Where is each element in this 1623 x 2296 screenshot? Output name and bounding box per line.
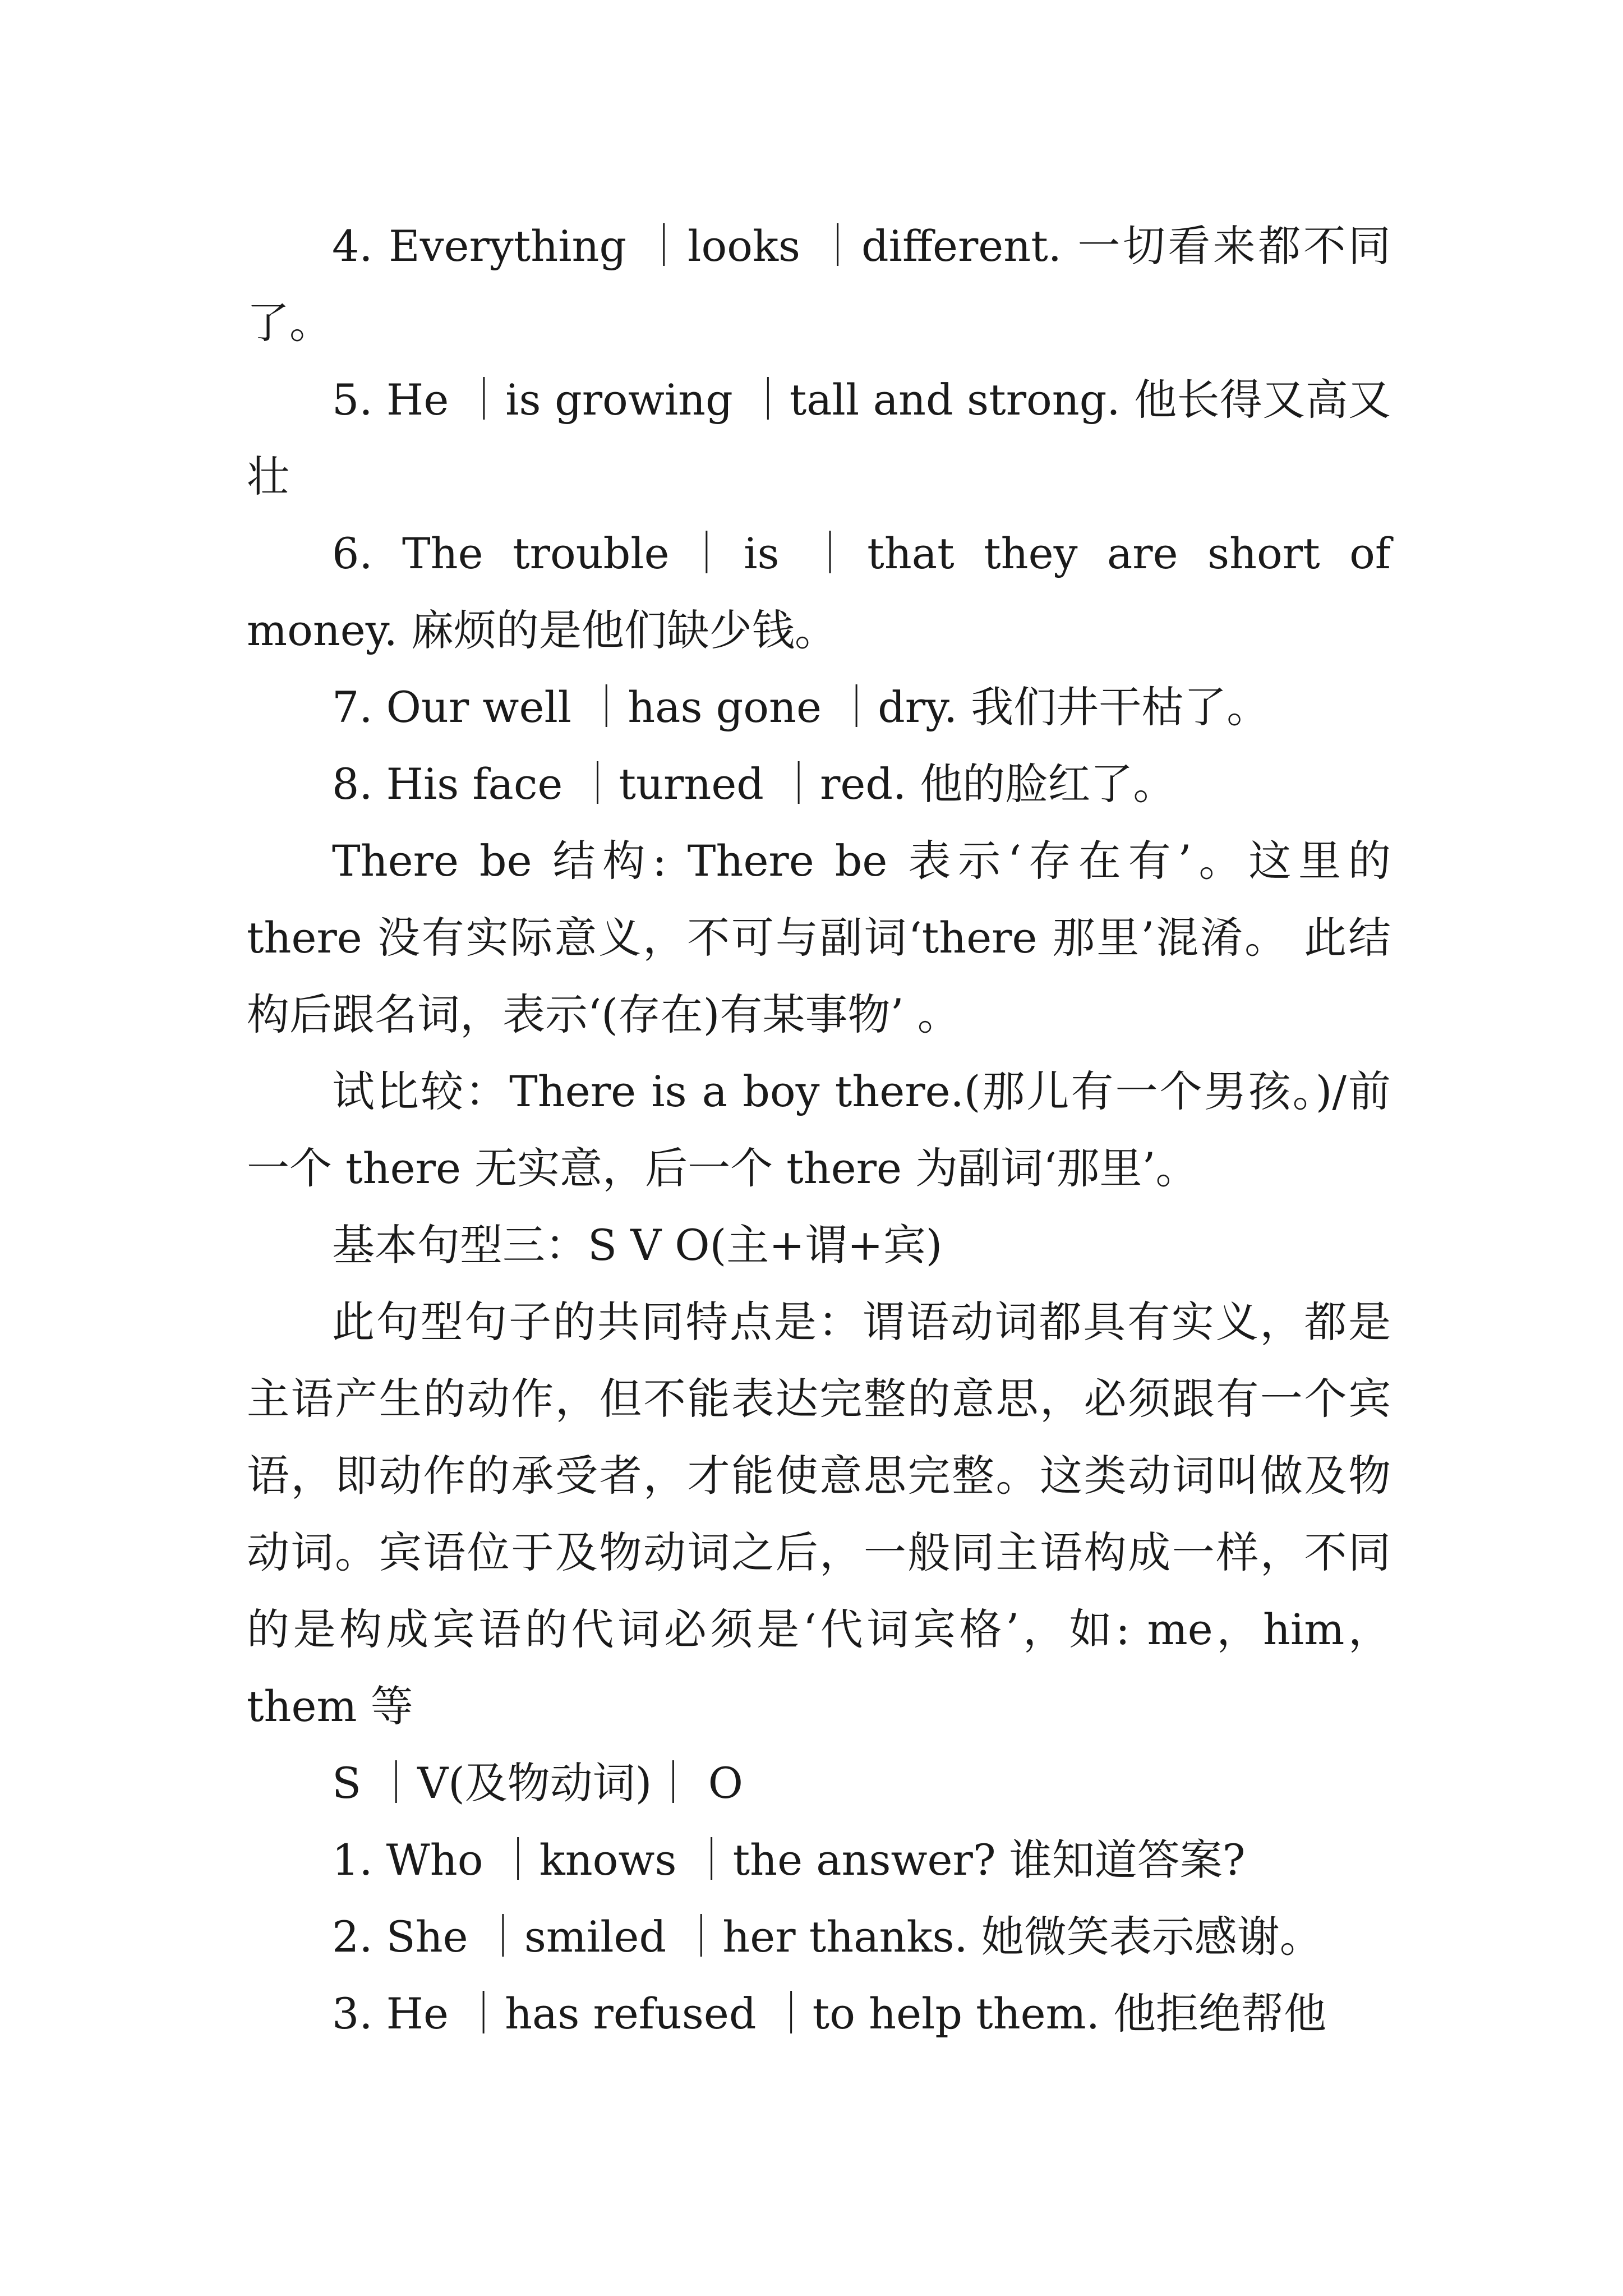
svo-example-3: 3. He ｜has refused ｜to help them. 他拒绝帮他 bbox=[332, 1989, 1327, 2039]
document-page bbox=[247, 208, 1391, 2052]
example-sentence-8: 8. His face ｜turned ｜red. 他的脸红了。 bbox=[332, 759, 1176, 809]
svo-example-1: 1. Who ｜knows ｜the answer? 谁知道答案? bbox=[332, 1835, 1246, 1885]
example-sentence-7: 7. Our well ｜has gone ｜dry. 我们井干枯了。 bbox=[332, 682, 1270, 732]
section-heading-svo: 基本句型三：S V O(主+谓+宾) bbox=[332, 1220, 943, 1270]
example-sentence-5: 5. He ｜is growing ｜tall and strong. 他长得又高又壮 bbox=[247, 375, 1391, 501]
svo-example-2: 2. She ｜smiled ｜her thanks. 她微笑表示感谢。 bbox=[332, 1912, 1322, 1962]
svo-pattern: S ｜V(及物动词)｜ O bbox=[332, 1758, 743, 1808]
example-sentence-4: 4. Everything ｜looks ｜different. 一切看来都不同了。 bbox=[247, 221, 1391, 348]
svo-explanation: 此句型句子的共同特点是：谓语动词都具有实义，都是主语产生的动作，但不能表达完整的意思，必须跟有一个宾语，即动作的承受者，才能使意思完整。这类动词叫做及物动词。宾语位于及物动词之后，一般同主语构成一样，不同的是构成宾语的代词必须是‘代词宾格’，如: me，him，them 等 bbox=[247, 1297, 1391, 1731]
comparison-note: 试比较：There is a boy there.(那儿有一个男孩。)/前一个 there 无实意，后一个 there 为副词‘那里’。 bbox=[247, 1066, 1391, 1193]
example-sentence-6: 6. The trouble｜is ｜that they are short of money. 麻烦的是他们缺少钱。 bbox=[247, 528, 1391, 655]
there-be-explanation: There be 结构: There be 表示‘存在有’。这里的 there 没有实际意义，不可与副词‘there 那里’混淆。 此结构后跟名词，表示‘(存在)有某事物’ 。 bbox=[247, 836, 1391, 1039]
